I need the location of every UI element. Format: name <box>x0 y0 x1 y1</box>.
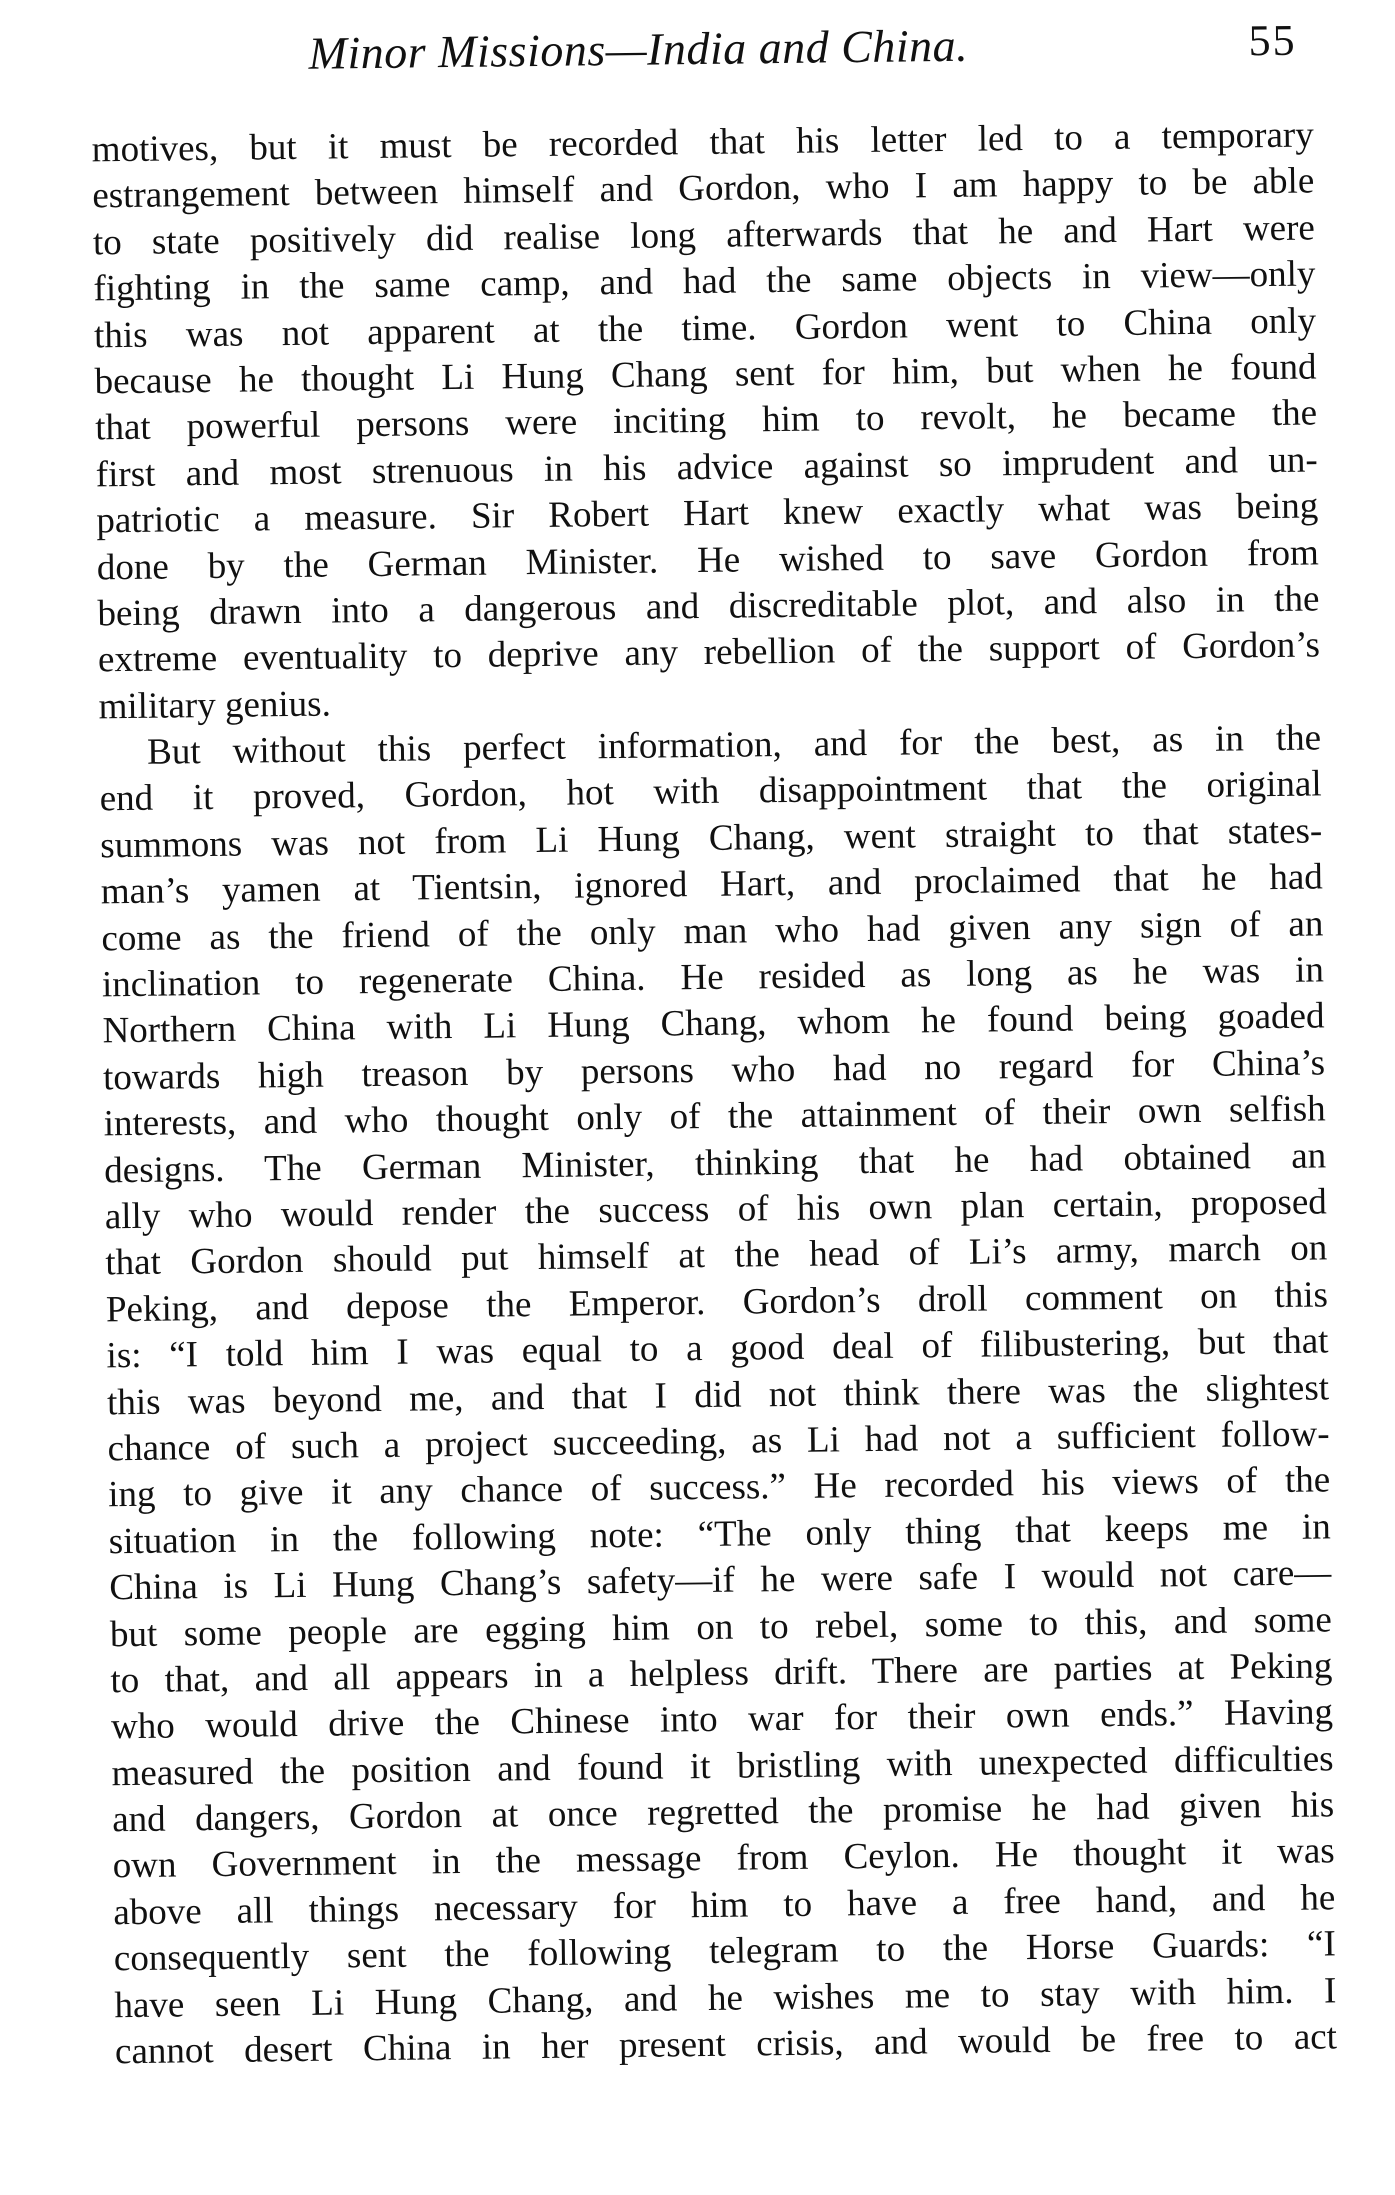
text-line: own Government in the message from Ceylon. He thought it was <box>112 1830 1335 1887</box>
text-line: ally who would render the success of his own plan certain, proposed <box>104 1181 1327 1238</box>
text-line: being drawn into a dangerous and discreditable plot, and also in the <box>97 578 1320 635</box>
text-line: motives, but it must be recorded that his letter led to a temporary <box>91 114 1314 171</box>
text-line: consequently sent the following telegram to the Horse Guards: “I <box>113 1923 1337 1980</box>
text-line: inclination to regenerate China. He resided as long as he was in <box>101 949 1325 1006</box>
text-line: because he thought Li Hung Chang sent for him, but when he found <box>94 346 1317 403</box>
text-line: towards high treason by persons who had no regard for China’s <box>102 1042 1326 1099</box>
text-line: patriotic a measure. Sir Robert Hart knew exactly what was being <box>96 485 1319 542</box>
text-line: this was beyond me, and that I did not think there was the slightest <box>106 1366 1330 1423</box>
text-line: first and most strenuous in his advice against so imprudent and un- <box>95 439 1318 496</box>
text-line: Northern China with Li Hung Chang, whom he found being goaded <box>102 995 1325 1052</box>
text-line: estrangement between himself and Gordon, who I am happy to be able <box>92 160 1315 217</box>
text-line: interests, and who thought only of the attainment of their own selfish <box>103 1088 1326 1145</box>
text-line: summons was not from Li Hung Chang, went straight to that states- <box>100 810 1323 867</box>
text-line: chance of such a project succeeding, as Li had not a sufficient follow- <box>107 1413 1330 1470</box>
text-line: but some people are egging him on to rebel, some to this, and some <box>109 1598 1333 1655</box>
page-header <box>0 13 1395 90</box>
text-line: fighting in the same camp, and had the same objects in view—only <box>93 253 1316 310</box>
text-line: Peking, and depose the Emperor. Gordon’s droll comment on this <box>105 1274 1329 1331</box>
text-line: done by the German Minister. He wished to save Gordon from <box>96 531 1320 588</box>
text-line: that Gordon should put himself at the head of Li’s army, march on <box>105 1227 1328 1284</box>
text-line: But without this perfect information, and for the best, as in the <box>146 717 1322 773</box>
body-text <box>92 112 1338 2075</box>
text-line: China is Li Hung Chang’s safety—if he were safe I would not care— <box>109 1552 1332 1609</box>
text-line: cannot desert China in her present crisis, and would be free to act <box>114 2016 1338 2073</box>
text-line: situation in the following note: “The only thing that keeps me in <box>108 1506 1331 1563</box>
text-line: this was not apparent at the time. Gordon went to China only <box>93 300 1317 356</box>
text-line: have seen Li Hung Chang, and he wishes me to stay with him. I <box>114 1969 1337 2026</box>
text-line: military genius. <box>98 683 332 728</box>
text-line: is: “I told him I was equal to a good deal of filibustering, but that <box>106 1320 1329 1377</box>
text-line: measured the position and found it bristling with unexpected difficulties <box>111 1738 1334 1794</box>
text-line: and dangers, Gordon at once regretted the promise he had given his <box>111 1784 1335 1841</box>
running-title: Minor Missions—India and China. <box>308 19 969 79</box>
text-line: man’s yamen at Tientsin, ignored Hart, and proclaimed that he had <box>100 856 1324 913</box>
text-line: ing to give it any chance of success.” He recorded his views of the <box>107 1459 1331 1516</box>
text-line: to state positively did realise long afterwards that he and Hart were <box>92 207 1316 264</box>
page-number: 55 <box>1248 15 1297 66</box>
text-line: above all things necessary for him to have a free hand, and he <box>113 1877 1336 1934</box>
text-line: extreme eventuality to deprive any rebellion of the support of Gordon’s <box>97 624 1321 681</box>
text-line: to that, and all appears in a helpless drift. There are parties at Peking <box>110 1645 1333 1702</box>
text-line: come as the friend of the only man who had given any sign of an <box>101 903 1324 959</box>
text-line: that powerful persons were inciting him to revolt, he became the <box>94 392 1318 449</box>
text-line: designs. The German Minister, thinking that he had obtained an <box>104 1135 1327 1191</box>
text-line: who would drive the Chinese into war for their own ends.” Having <box>110 1691 1334 1748</box>
text-line: end it proved, Gordon, hot with disappointment that the original <box>99 763 1322 820</box>
